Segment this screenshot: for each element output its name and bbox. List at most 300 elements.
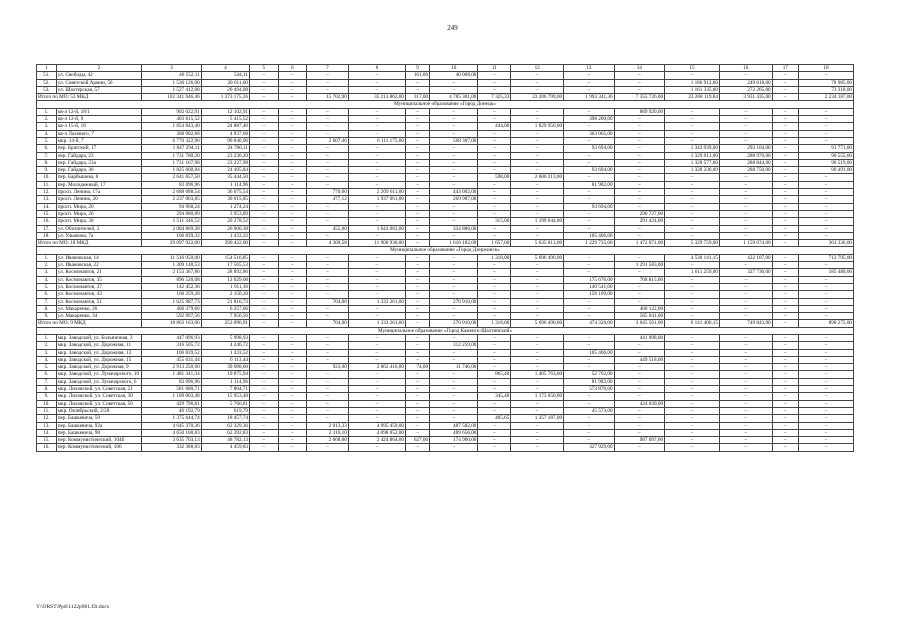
table-cell: 14 (614, 65, 665, 72)
table-cell: – (614, 123, 665, 130)
table-cell: – (798, 407, 853, 414)
table-cell: – (564, 108, 615, 115)
table-cell: 902 022,91 (142, 108, 201, 115)
table-cell: – (430, 349, 478, 356)
table-cell: – (278, 203, 307, 210)
table-cell: 5. (37, 364, 57, 371)
table-cell: 5 998,93 (201, 334, 249, 341)
table-cell: – (478, 349, 511, 356)
table-cell: – (614, 79, 665, 86)
table-cell: – (719, 342, 772, 349)
table-cell: кв-л Лахового, 7 (56, 130, 142, 137)
table-cell: – (430, 181, 478, 188)
table-cell: – (430, 86, 478, 93)
table-cell: 1. (37, 108, 57, 115)
table-cell: 7 325,33 (478, 94, 511, 101)
table-row (37, 189, 854, 196)
table-cell: 487 582,00 (430, 422, 478, 429)
table-cell: – (307, 393, 349, 400)
table-cell: 1 643 083,00 (348, 225, 405, 232)
table-cell: – (665, 371, 720, 378)
table-cell: 3. (37, 123, 57, 130)
table-cell: – (430, 152, 478, 159)
table-cell: – (719, 189, 772, 196)
table-cell: – (665, 437, 720, 444)
table-cell: 704,00 (307, 320, 349, 327)
table-cell: – (719, 130, 772, 137)
table-cell: 443 002,00 (430, 189, 478, 196)
table-cell: – (430, 378, 478, 385)
table-cell: 4 785 301,00 (430, 94, 478, 101)
table-cell: – (614, 196, 665, 203)
table-cell: – (250, 313, 279, 320)
table-cell: 3 953,89 (201, 210, 249, 217)
table-cell: – (665, 108, 720, 115)
table-cell: – (665, 262, 720, 269)
table-cell: 291 424,00 (614, 218, 665, 225)
table-cell: – (772, 334, 798, 341)
table-cell: – (348, 79, 405, 86)
table-cell: – (430, 145, 478, 152)
table-cell: – (564, 437, 615, 444)
table-cell: – (250, 137, 279, 144)
table-cell: – (250, 305, 279, 312)
table-cell: – (564, 189, 615, 196)
table-cell: 2 150,28 (201, 291, 249, 298)
table-cell: – (772, 276, 798, 283)
table-cell: – (798, 232, 853, 239)
table-cell: – (430, 334, 478, 341)
table-cell: 5 415,52 (201, 116, 249, 123)
table-cell: – (564, 422, 615, 429)
table-cell: – (250, 116, 279, 123)
table-row (37, 334, 854, 341)
table-cell: – (511, 152, 564, 159)
table-cell: – (511, 334, 564, 341)
table-row (37, 145, 854, 152)
table-cell: – (405, 254, 429, 261)
table-cell: пер. Молодежный, 17 (56, 181, 142, 188)
table-cell: – (405, 298, 429, 305)
table-cell: – (719, 232, 772, 239)
table-cell: 10. (37, 174, 57, 181)
table-cell: – (719, 225, 772, 232)
table-cell: 9 (405, 65, 429, 72)
table-cell: 422 107,00 (719, 254, 772, 261)
table-cell: – (798, 137, 853, 144)
table-cell: 1 328 230,00 (665, 167, 720, 174)
table-cell: ул. Космонавтов, 43 (56, 291, 142, 298)
table-cell: – (772, 262, 798, 269)
table-cell: – (348, 291, 405, 298)
table-cell: – (478, 364, 511, 371)
table-cell: – (719, 291, 772, 298)
table-cell: – (564, 364, 615, 371)
table-cell: 7 804,71 (201, 386, 249, 393)
table-cell: – (478, 72, 511, 79)
table-cell: 45 573,00 (564, 407, 615, 414)
table-cell: 93 694,00 (564, 167, 615, 174)
table-cell: – (614, 393, 665, 400)
table-cell: 398 200,00 (564, 116, 615, 123)
table-cell: 24 786,11 (201, 145, 249, 152)
table-cell: ул. Макаренко, 26 (56, 305, 142, 312)
table-cell: пер. Гайдара, 23а (56, 159, 142, 166)
table-cell: – (564, 79, 615, 86)
table-cell: – (250, 386, 279, 393)
table-cell: – (250, 123, 279, 130)
table-cell: 4 650 100,83 (142, 429, 201, 436)
table-cell: – (614, 364, 665, 371)
table-cell: 2 110,10 (307, 429, 349, 436)
table-cell: 896 520,08 (142, 276, 201, 283)
table-cell: 174 960,00 (430, 437, 478, 444)
table-cell: – (511, 79, 564, 86)
table-cell: 102 341 946,46 (142, 94, 201, 101)
table-cell: 3 635 703,13 (142, 437, 201, 444)
table-cell: 1 159 674,00 (719, 240, 772, 247)
table-cell: 2 668,00 (307, 437, 349, 444)
table-cell: – (614, 349, 665, 356)
table-cell: 312 259,00 (430, 342, 478, 349)
table-cell: – (278, 86, 307, 93)
table-cell: – (307, 203, 349, 210)
table-cell: – (250, 152, 279, 159)
table-row (37, 422, 854, 429)
table-cell: 5 766,81 (201, 400, 249, 407)
table-cell: – (405, 429, 429, 436)
table-row (37, 407, 854, 414)
table-cell: 455,00 (307, 225, 349, 232)
table-cell: – (798, 356, 853, 363)
table-cell: – (564, 298, 615, 305)
table-cell: мкр. Заводской, ул. Дорожная, 9 (56, 364, 142, 371)
table-cell: – (719, 174, 772, 181)
table-cell: – (430, 400, 478, 407)
table-cell: – (307, 167, 349, 174)
table-cell: 460 122,00 (614, 305, 665, 312)
table-cell: – (307, 254, 349, 261)
table-cell: 889 920,00 (614, 108, 665, 115)
table-cell: кв-л 15-й, 18 (56, 123, 142, 130)
table-cell: – (278, 130, 307, 137)
table-cell: 15 702,90 (307, 94, 349, 101)
table-cell: – (511, 116, 564, 123)
table-cell: – (772, 232, 798, 239)
table-cell: – (405, 130, 429, 137)
table-cell: – (719, 298, 772, 305)
table-cell: – (405, 415, 429, 422)
table-row (37, 305, 854, 312)
table-cell: 290 727,00 (614, 210, 665, 217)
table-cell: 294 680,89 (142, 210, 201, 217)
table-cell: – (564, 415, 615, 422)
table-cell: 489 656,00 (430, 429, 478, 436)
table-cell: – (430, 159, 478, 166)
table-cell: 898 275,00 (798, 320, 853, 327)
table-cell: – (348, 86, 405, 93)
table-cell: – (719, 123, 772, 130)
table-cell: – (665, 210, 720, 217)
table-cell: 18 (798, 65, 853, 72)
table-cell: – (614, 378, 665, 385)
table-cell: – (478, 145, 511, 152)
table-cell: – (564, 334, 615, 341)
table-cell: 288 750,00 (719, 167, 772, 174)
table-cell: – (405, 356, 429, 363)
table-cell: 573 876,00 (564, 386, 615, 393)
table-cell: пер. Барбышева, 8 (56, 174, 142, 181)
table-cell: – (478, 86, 511, 93)
table-cell: – (348, 349, 405, 356)
table-cell: 6 111 175,00 (348, 137, 405, 144)
table-cell: – (405, 203, 429, 210)
table-cell: 28 892,86 (201, 269, 249, 276)
table-cell: 2 607,46 (307, 137, 349, 144)
table-cell: – (307, 86, 349, 93)
table-cell: – (772, 429, 798, 436)
table-cell: пер. Башкевича, 98 (56, 429, 142, 436)
table-cell: 13 (564, 65, 615, 72)
table-row (37, 298, 854, 305)
table-cell: – (772, 356, 798, 363)
table-cell: – (278, 116, 307, 123)
table-cell: – (307, 386, 349, 393)
table-cell: – (250, 218, 279, 225)
table-cell: – (278, 79, 307, 86)
table-cell: – (665, 116, 720, 123)
table-row (37, 210, 854, 217)
table-cell: – (478, 269, 511, 276)
table-cell: 288 976,00 (719, 152, 772, 159)
table-cell: – (511, 342, 564, 349)
table-cell: – (772, 291, 798, 298)
table-cell: – (772, 371, 798, 378)
table-cell: – (564, 342, 615, 349)
table-cell: – (772, 415, 798, 422)
table-cell: – (278, 415, 307, 422)
table-cell: мкр. Заводской, ул. Дорожная, 13 (56, 349, 142, 356)
table-cell: – (307, 108, 349, 115)
table-cell: – (665, 349, 720, 356)
table-cell: ул. Свободы, 42 (56, 72, 142, 79)
table-cell: 1 114,96 (201, 181, 249, 188)
table-cell: 46 192,79 (142, 407, 201, 414)
table-cell: мкр. 14-й, 7 (56, 137, 142, 144)
table-cell: 93 694,00 (564, 203, 615, 210)
table-cell: 441 098,00 (614, 334, 665, 341)
table-cell: 39 088,60 (201, 364, 249, 371)
table-cell: 1 536 126,00 (142, 79, 201, 86)
table-cell: 62 329,36 (201, 422, 249, 429)
table-cell: – (478, 298, 511, 305)
table-cell: – (564, 254, 615, 261)
table-cell: – (772, 167, 798, 174)
table-cell: – (614, 429, 665, 436)
table-cell: – (250, 86, 279, 93)
table-cell: 4 459,83 (201, 444, 249, 451)
table-cell: – (405, 196, 429, 203)
table-cell: ул. Ульянова, 7а (56, 232, 142, 239)
table-cell: – (278, 378, 307, 385)
table-cell: – (772, 94, 798, 101)
table-cell: – (478, 262, 511, 269)
table-cell: – (798, 291, 853, 298)
table-cell: – (405, 386, 429, 393)
table-cell: – (348, 210, 405, 217)
table-cell: – (719, 276, 772, 283)
table-cell: – (798, 298, 853, 305)
table-cell: – (278, 313, 307, 320)
table-cell: – (665, 181, 720, 188)
table-cell: – (278, 196, 307, 203)
table-cell: – (278, 364, 307, 371)
table-cell: 8 (348, 65, 405, 72)
table-cell: – (511, 203, 564, 210)
table-cell: Итого по МО: 18 МКД (37, 240, 142, 247)
table-cell: – (250, 189, 279, 196)
table-cell: 24 887,40 (201, 123, 249, 130)
table-cell: 93 694,00 (564, 145, 615, 152)
table-cell: – (511, 86, 564, 93)
table-cell: – (348, 386, 405, 393)
table-cell: – (307, 349, 349, 356)
table-cell: 704,00 (307, 298, 349, 305)
table-cell: – (614, 159, 665, 166)
table-row (37, 232, 854, 239)
table-cell: 51. (37, 72, 57, 79)
table-cell: – (250, 174, 279, 181)
table-cell: – (405, 189, 429, 196)
table-cell: – (405, 400, 429, 407)
total-row (37, 240, 854, 247)
table-cell: – (405, 232, 429, 239)
table-cell: 708 815,00 (614, 276, 665, 283)
table-cell: – (511, 356, 564, 363)
table-row (37, 400, 854, 407)
table-cell: – (772, 364, 798, 371)
table-cell: – (564, 137, 615, 144)
table-cell: – (478, 196, 511, 203)
table-cell: – (405, 137, 429, 144)
table-cell: 90 491,00 (798, 167, 853, 174)
table-cell: – (511, 407, 564, 414)
table-cell: – (665, 386, 720, 393)
table-cell: – (307, 174, 349, 181)
table-cell: – (250, 393, 279, 400)
table-cell: Итого по МО: 53 МКД (37, 94, 142, 101)
table-cell: – (665, 407, 720, 414)
table-cell: – (665, 305, 720, 312)
table-cell: 4. (37, 276, 57, 283)
table-cell: 90 555,00 (798, 152, 853, 159)
table-cell: – (511, 189, 564, 196)
table-cell: – (772, 240, 798, 247)
table-cell: 6. (37, 291, 57, 298)
table-cell: – (430, 444, 478, 451)
table-cell: – (348, 123, 405, 130)
table-cell: – (719, 378, 772, 385)
table-cell: – (511, 364, 564, 371)
table-cell: 403 615,52 (142, 116, 201, 123)
table-cell: – (250, 240, 279, 247)
table-cell: 4 309,58 (307, 240, 349, 247)
table-cell: – (511, 145, 564, 152)
table-cell: 19 875,94 (201, 371, 249, 378)
table-cell: – (665, 422, 720, 429)
table-cell: – (614, 422, 665, 429)
table-cell: 62 392,83 (201, 429, 249, 436)
table-cell: – (719, 444, 772, 451)
table-cell: 73 318,00 (798, 86, 853, 93)
table-cell: – (511, 210, 564, 217)
table-cell: 6 770 322,96 (142, 137, 201, 144)
table-cell: – (665, 283, 720, 290)
table-cell: – (250, 130, 279, 137)
table-cell: – (307, 415, 349, 422)
table-cell: – (511, 181, 564, 188)
capital-repair-table (36, 64, 854, 452)
table-cell: – (564, 356, 615, 363)
table-cell: – (665, 232, 720, 239)
table-cell: – (772, 72, 798, 79)
table-cell: 94 968,24 (142, 203, 201, 210)
table-cell: – (430, 130, 478, 137)
table-cell: – (307, 232, 349, 239)
table-cell: 160 259,28 (142, 291, 201, 298)
table-cell: – (719, 196, 772, 203)
table-cell: – (719, 393, 772, 400)
table-cell: 3 045 561,00 (614, 320, 665, 327)
table-cell: – (307, 305, 349, 312)
table-cell: – (511, 298, 564, 305)
table-cell: – (478, 79, 511, 86)
table-cell: 2 862 416,00 (348, 364, 405, 371)
table-cell: – (430, 79, 478, 86)
table-cell: – (665, 313, 720, 320)
table-cell: – (665, 218, 720, 225)
table-cell: – (772, 123, 798, 130)
table-cell: 2 013,33 (307, 422, 349, 429)
table-cell: – (564, 305, 615, 312)
table-cell: – (405, 218, 429, 225)
table-cell: 315,00 (478, 218, 511, 225)
table-cell: – (250, 364, 279, 371)
table-cell: – (430, 269, 478, 276)
table-cell: – (278, 437, 307, 444)
table-cell: – (798, 444, 853, 451)
table-cell: – (250, 196, 279, 203)
table-cell: 12 102,91 (201, 108, 249, 115)
table-cell: – (405, 349, 429, 356)
table-cell: – (307, 262, 349, 269)
table-cell: – (665, 342, 720, 349)
table-cell: – (278, 210, 307, 217)
table-cell: – (665, 444, 720, 451)
table-cell: 1 616 182,00 (430, 240, 478, 247)
table-cell: – (564, 174, 615, 181)
table-cell: 15. (37, 437, 57, 444)
table-cell: 2. (37, 262, 57, 269)
table-cell: – (511, 130, 564, 137)
table-cell: ул. Ивановская, 14 (56, 254, 142, 261)
table-cell: 1 291 583,00 (614, 262, 665, 269)
table-cell: – (405, 262, 429, 269)
table-cell: – (348, 400, 405, 407)
table-cell: – (278, 145, 307, 152)
table-cell: пер. Гайдара, 36 (56, 167, 142, 174)
table-cell: 1 731 167,98 (142, 159, 201, 166)
